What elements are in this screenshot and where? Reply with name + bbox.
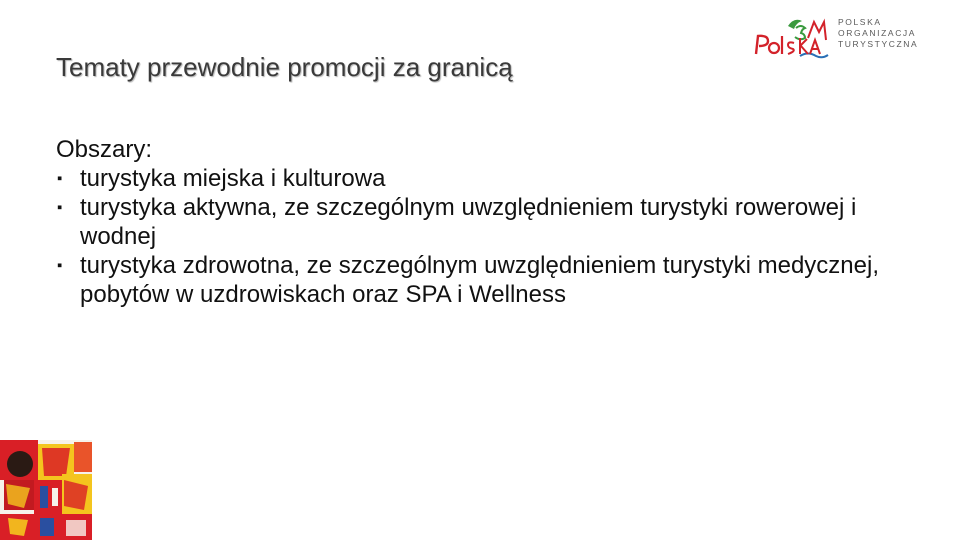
square-bullet-icon: ▪	[57, 257, 63, 274]
intro-label: Obszary:	[56, 136, 153, 163]
list-item-text: turystyka aktywna, ze szczególnym uwzględnieniem turystyki rowerowej i wodnej	[80, 194, 857, 250]
list-item	[56, 193, 916, 251]
list-item	[56, 164, 916, 193]
poster-collage-image	[0, 440, 92, 540]
square-bullet-icon: ▪	[57, 199, 63, 216]
slide-title: Tematy przewodnie promocji za granicą	[56, 52, 513, 82]
polska-wordmark-logo	[752, 16, 830, 62]
slide-body	[56, 135, 916, 309]
list-item-text: turystyka miejska i kulturowa	[80, 165, 386, 192]
org-line-3: TURYSTYCZNA	[838, 39, 919, 49]
organization-name	[838, 17, 918, 50]
list-item	[56, 251, 916, 309]
org-line-1: POLSKA	[838, 17, 882, 27]
org-line-2: ORGANIZACJA	[838, 28, 917, 38]
list-item-text: turystyka zdrowotna, ze szczególnym uwzględnieniem turystyki medycznej, pobytów w uzdrowiskach oraz SPA i Wellness	[80, 252, 879, 308]
square-bullet-icon: ▪	[57, 170, 63, 187]
pot-logo	[752, 16, 942, 64]
bullet-list	[56, 164, 916, 309]
